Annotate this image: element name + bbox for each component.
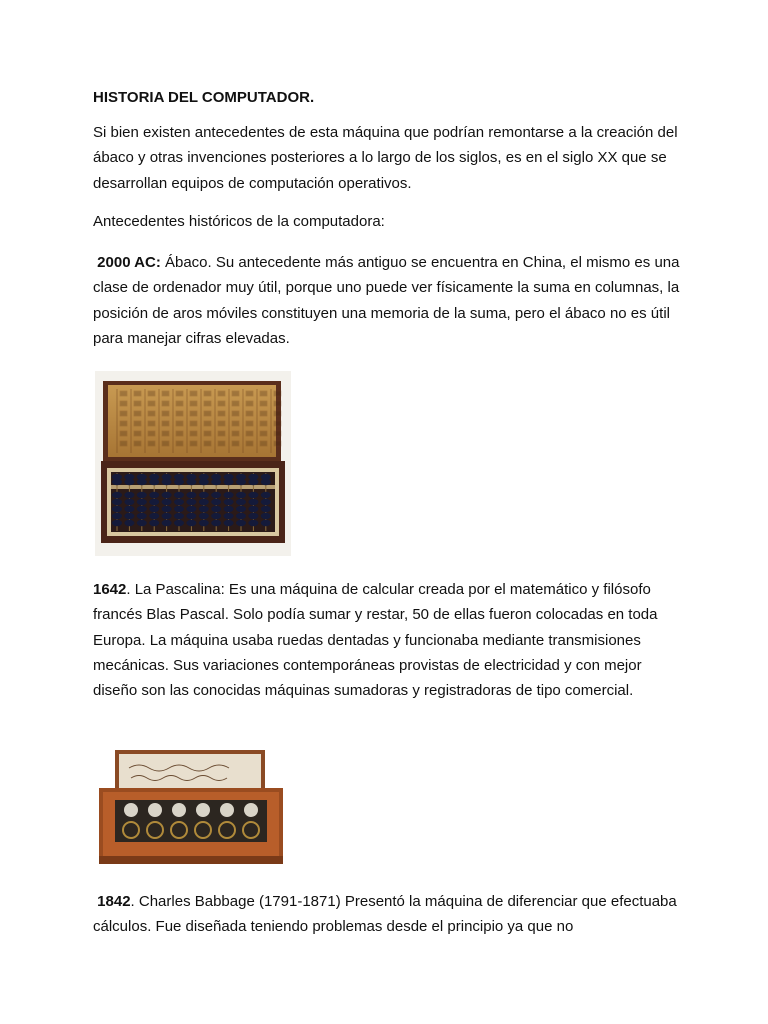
document-page xyxy=(93,0,683,1024)
entry-text: . Charles Babbage (1791-1871) Presentó la máquina de diferenciar que efectuaba cálculos. Fue diseñada teniendo problemas desde el principio ya que no xyxy=(93,893,677,936)
pascaline-photo xyxy=(97,748,285,866)
entry-2000ac xyxy=(93,250,683,351)
abacus-photo xyxy=(95,371,291,556)
antecedentes-heading: Antecedentes históricos de la computadora: xyxy=(93,213,385,230)
entry-text: . La Pascalina: Es una máquina de calcular creada por el matemático y filósofo francés Blas Pascal. Solo podía sumar y restar, 50 de ellas fueron colocadas en toda Europa. La máquina usaba ruedas dentadas y funcionaba mediante transmisiones mecánicas. Sus variaciones contemporáneas provistas de electricidad y con mejor diseño son las conocidas máquinas sumadoras y registradoras de tipo comercial. xyxy=(93,581,658,700)
entry-1642 xyxy=(93,577,683,703)
entry-1842 xyxy=(93,889,683,940)
intro-paragraph: Si bien existen antecedentes de esta máquina que podrían remontarse a la creación del ábaco y otras invenciones posteriores a lo largo de los siglos, es en el siglo XX que se desarrollan equipos de computación operativos. xyxy=(93,124,678,192)
entry-year: 1842 xyxy=(97,893,131,910)
entry-year: 1642 xyxy=(93,581,127,598)
entry-text: Ábaco. Su antecedente más antiguo se encuentra en China, el mismo es una clase de ordenador muy útil, porque uno puede ver físicamente la suma en columnas, la posición de aros móviles constituyen una memoria de la suma, pero el ábaco no es útil para manejar cifras elevadas. xyxy=(93,254,680,347)
entry-year: 2000 AC: xyxy=(97,254,161,271)
document-title: HISTORIA DEL COMPUTADOR. xyxy=(93,89,315,106)
